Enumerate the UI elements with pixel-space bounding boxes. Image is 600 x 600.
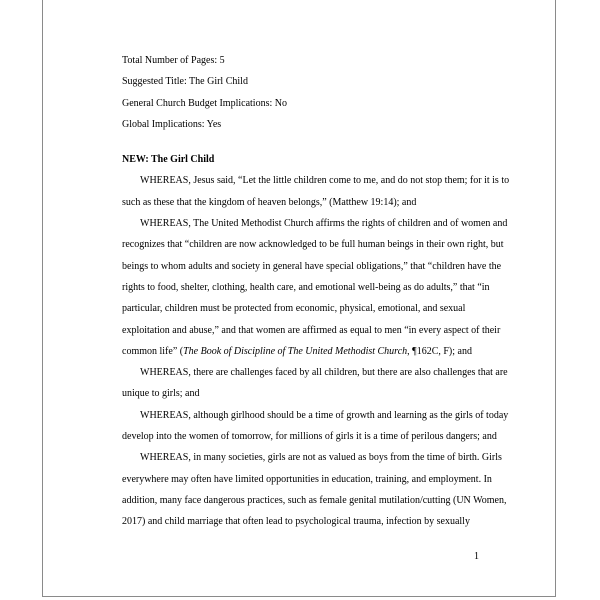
- document-page: [42, 0, 556, 597]
- paragraph-line: WHEREAS, although girlhood should be a time of growth and learning as the girls of today: [140, 409, 509, 421]
- suggested-title-line: Suggested Title: The Girl Child: [122, 76, 248, 88]
- paragraph-line: WHEREAS, The United Methodist Church affirms the rights of children and of women and: [140, 218, 508, 230]
- total-pages-line: Total Number of Pages: 5: [122, 55, 225, 66]
- paragraph-line: exploitation and abuse,” and that women are affirmed as equal to men “in every aspect of their: [122, 324, 501, 336]
- global-implications-line: Global Implications: Yes: [122, 118, 222, 130]
- paragraph-line: recognizes that “children are now acknowledged to be full human beings in their own right, but: [122, 239, 504, 251]
- resolution-heading: NEW: The Girl Child: [122, 154, 215, 166]
- paragraph-line: everywhere may often have limited opportunities in education, training, and employment. In: [122, 473, 492, 485]
- paragraph-line: WHEREAS, there are challenges faced by all children, but there are also challenges that are: [140, 367, 508, 379]
- paragraph-line: WHEREAS, in many societies, girls are not as valued as boys from the time of birth. Girls: [140, 452, 502, 464]
- paragraph-line: beings to whom adults and society in general have special obligations,” that “children have the: [122, 260, 502, 272]
- paragraph-line: unique to girls; and: [122, 388, 200, 400]
- paragraph-line: addition, many face dangerous practices, such as female genital mutilation/cutting (UN Women,: [122, 494, 507, 506]
- citation-text-after: , ¶162C, F); and: [407, 345, 472, 357]
- paragraph-line: particular, children must be protected from economic, physical, emotional, and sexual: [122, 303, 466, 315]
- paragraph-line: such as these that the kingdom of heaven belongs,” (Matthew 19:14); and: [122, 196, 417, 208]
- paragraph-line: develop into the women of tomorrow, for millions of girls it is a time of perilous dangers; and: [122, 431, 497, 443]
- book-of-discipline-title: The Book of Discipline of The United Methodist Church: [183, 345, 408, 357]
- paragraph-line: rights to food, shelter, clothing, health care, and emotional well-being as do adults,” that “in: [122, 281, 490, 293]
- citation-line: [122, 341, 515, 362]
- section-gap: [122, 135, 515, 149]
- page-number: 1: [474, 551, 479, 562]
- paragraph-line: WHEREAS, Jesus said, “Let the little children come to me, and do not stop them; for it is to: [140, 175, 510, 187]
- citation-text-before: common life” (: [122, 345, 184, 357]
- document-body: [122, 50, 515, 533]
- budget-implications-line: General Church Budget Implications: No: [122, 97, 287, 109]
- paragraph-line: 2017) and child marriage that often lead to psychological trauma, infection by sexually: [122, 516, 470, 528]
